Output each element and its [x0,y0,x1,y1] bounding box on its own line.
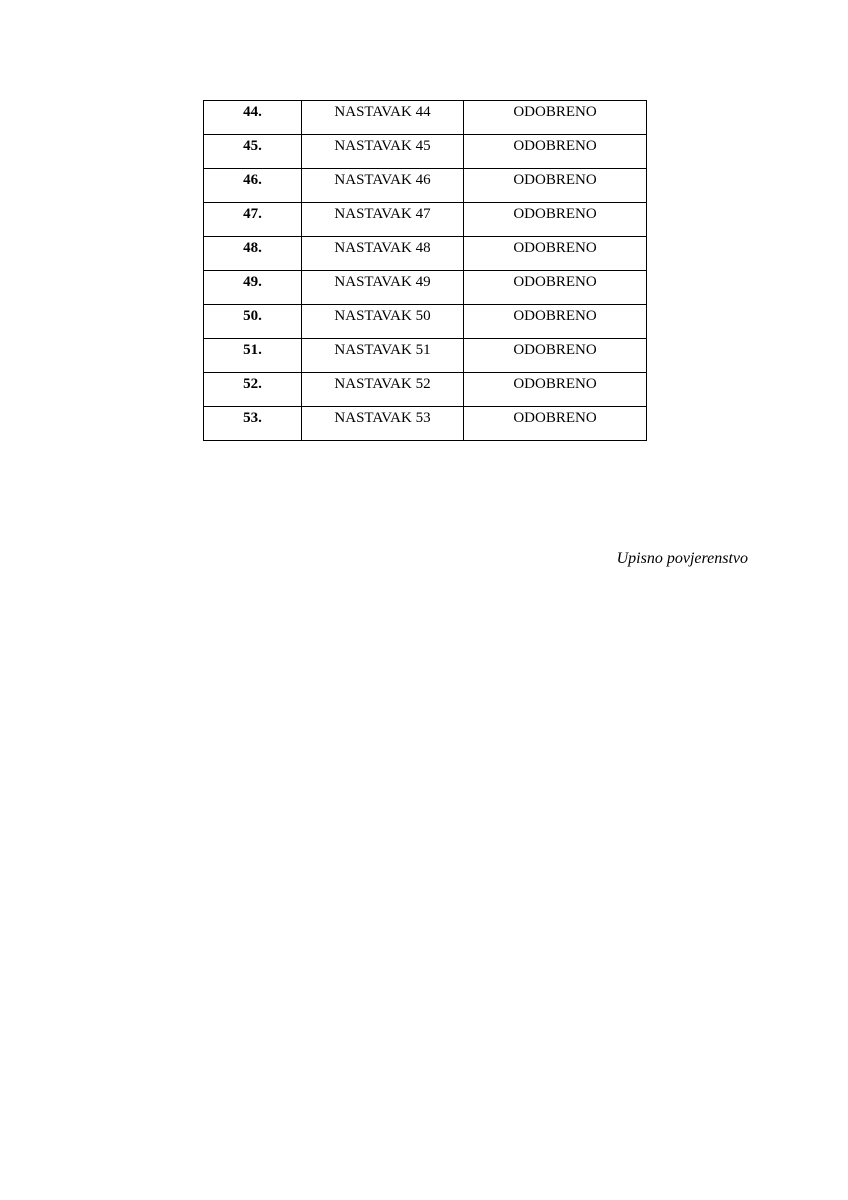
row-number: 45. [204,135,302,169]
row-number: 51. [204,339,302,373]
row-number: 52. [204,373,302,407]
row-status: ODOBRENO [464,339,647,373]
row-status: ODOBRENO [464,407,647,441]
row-number: 48. [204,237,302,271]
row-name: NASTAVAK 52 [302,373,464,407]
row-name: NASTAVAK 49 [302,271,464,305]
table-row [204,135,647,169]
row-name: NASTAVAK 51 [302,339,464,373]
table-row [204,237,647,271]
row-name: NASTAVAK 44 [302,101,464,135]
table-row [204,203,647,237]
row-name: NASTAVAK 53 [302,407,464,441]
row-status: ODOBRENO [464,373,647,407]
row-number: 53. [204,407,302,441]
table-row [204,101,647,135]
row-number: 44. [204,101,302,135]
row-name: NASTAVAK 45 [302,135,464,169]
row-number: 50. [204,305,302,339]
row-status: ODOBRENO [464,101,647,135]
row-name: NASTAVAK 46 [302,169,464,203]
row-status: ODOBRENO [464,135,647,169]
table-row [204,305,647,339]
results-table [203,100,647,441]
row-number: 46. [204,169,302,203]
table-row [204,339,647,373]
row-status: ODOBRENO [464,271,647,305]
row-number: 49. [204,271,302,305]
table-row [204,407,647,441]
table-row [204,169,647,203]
table-row [204,271,647,305]
row-status: ODOBRENO [464,237,647,271]
signature-text: Upisno povjerenstvo [616,550,748,567]
row-name: NASTAVAK 47 [302,203,464,237]
row-status: ODOBRENO [464,169,647,203]
row-status: ODOBRENO [464,305,647,339]
row-number: 47. [204,203,302,237]
row-name: NASTAVAK 50 [302,305,464,339]
row-status: ODOBRENO [464,203,647,237]
table-row [204,373,647,407]
row-name: NASTAVAK 48 [302,237,464,271]
